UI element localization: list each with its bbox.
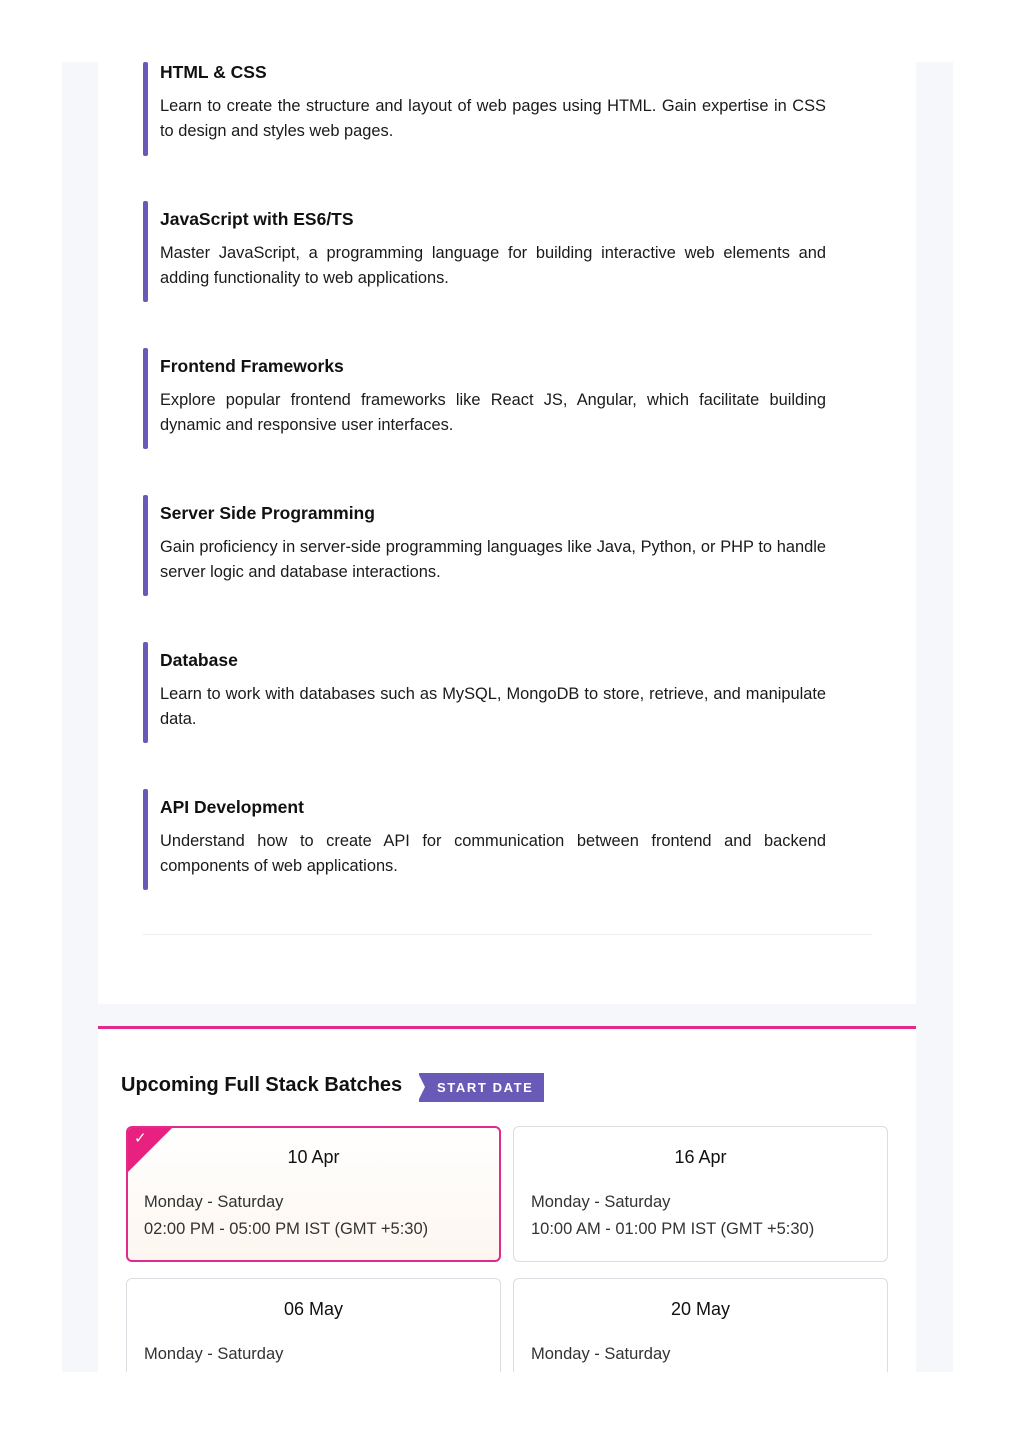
- batches-title: Upcoming Full Stack Batches: [121, 1074, 403, 1096]
- module-accent-bar: [143, 642, 148, 743]
- module-description: Explore popular frontend frameworks like React JS, Angular, which facilitate building dynamic and responsive user interfaces.: [160, 391, 826, 434]
- module-accent-bar: [143, 495, 148, 596]
- batch-days: Monday - Saturday: [531, 1193, 671, 1211]
- module-accent-bar: [143, 348, 148, 449]
- batch-days: Monday - Saturday: [531, 1345, 671, 1363]
- module-server-side: [143, 495, 826, 596]
- module-title: Server Side Programming: [160, 503, 375, 523]
- module-description: Learn to create the structure and layout of web pages using HTML. Gain expertise in CSS to design and styles web pages.: [160, 97, 826, 140]
- module-html-css: [143, 62, 826, 156]
- check-icon: ✓: [134, 1130, 147, 1147]
- module-accent-bar: [143, 62, 148, 156]
- batch-time: 02:00 PM - 05:00 PM IST (GMT +5:30): [144, 1220, 429, 1238]
- module-database: [143, 642, 826, 743]
- batch-date: 06 May: [283, 1299, 344, 1319]
- module-accent-bar: [143, 201, 148, 302]
- module-description: Learn to work with databases such as MySQL, MongoDB to store, retrieve, and manipulate data.: [160, 685, 826, 728]
- batch-card-06-may[interactable]: [126, 1278, 501, 1372]
- batch-card-16-apr[interactable]: [513, 1126, 888, 1262]
- module-description: Understand how to create API for communication between frontend and backend components of web applications.: [160, 832, 826, 875]
- batch-date: 16 Apr: [674, 1147, 727, 1167]
- module-title: Frontend Frameworks: [160, 356, 344, 376]
- module-javascript: [143, 201, 826, 302]
- batch-card-10-apr[interactable]: [126, 1126, 501, 1262]
- batch-time: 10:00 AM - 01:00 PM IST (GMT +5:30): [531, 1220, 815, 1238]
- module-api-development: [143, 789, 826, 890]
- section-divider: [143, 934, 872, 935]
- batch-card-20-may[interactable]: [513, 1278, 888, 1372]
- module-description: Master JavaScript, a programming language for building interactive web elements and adding functionality to web applications.: [160, 244, 826, 287]
- module-title: API Development: [160, 797, 304, 817]
- module-title: HTML & CSS: [160, 62, 267, 82]
- module-frontend-frameworks: [143, 348, 826, 449]
- batch-date: 20 May: [670, 1299, 731, 1319]
- module-accent-bar: [143, 789, 148, 890]
- batch-days: Monday - Saturday: [144, 1193, 284, 1211]
- module-title: Database: [160, 650, 238, 670]
- module-description: Gain proficiency in server-side programming languages like Java, Python, or PHP to handle server logic and database interactions.: [160, 538, 826, 581]
- start-date-tag: START DATE: [419, 1073, 544, 1102]
- batch-days: Monday - Saturday: [144, 1345, 284, 1363]
- batch-date: 10 Apr: [287, 1147, 340, 1167]
- module-title: JavaScript with ES6/TS: [160, 209, 354, 229]
